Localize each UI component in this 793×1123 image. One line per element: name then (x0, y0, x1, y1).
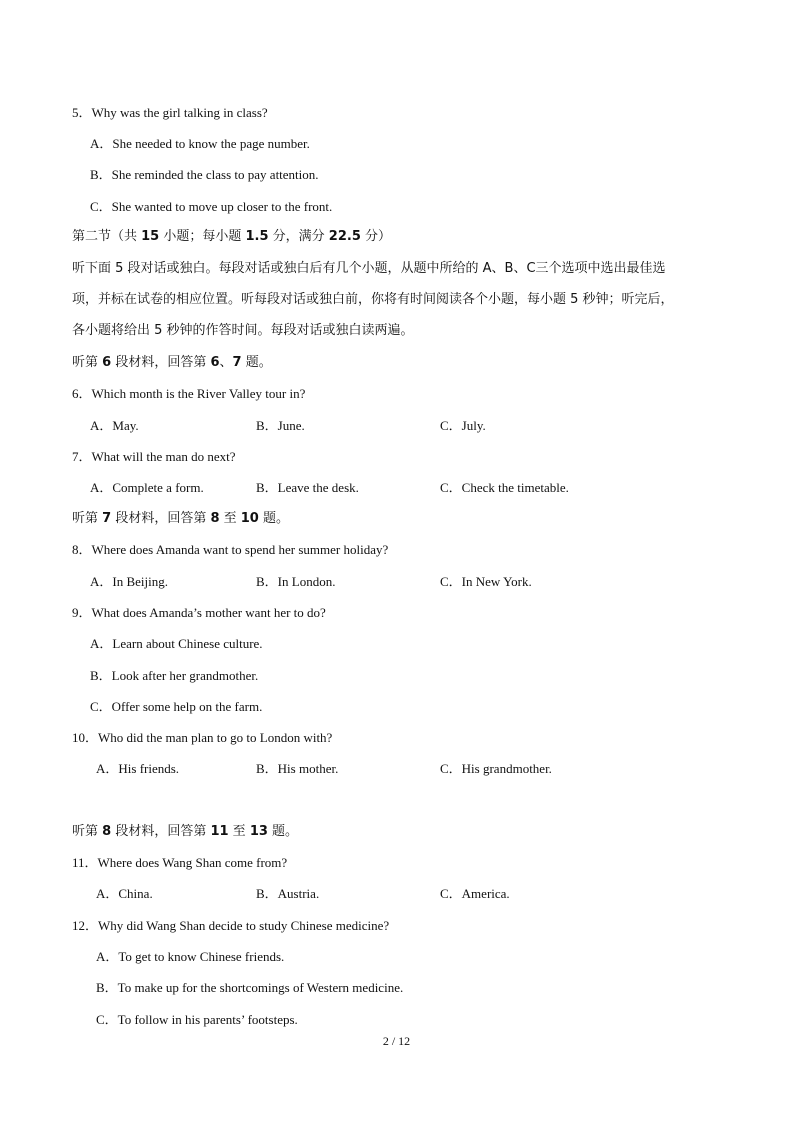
question-12-option-a: A．To get to know Chinese friends. (96, 949, 285, 964)
heading-text: 分，满分 (268, 229, 329, 244)
segment-number: 6 (102, 355, 112, 370)
question-6-option-a: A．May. (90, 418, 139, 433)
question-9-option-a: A．Learn about Chinese culture. (90, 636, 263, 651)
question-12-stem: 12．Why did Wang Shan decide to study Chinese medicine? (72, 918, 390, 933)
question-8-stem: 8．Where does Amanda want to spend her summer holiday? (72, 542, 389, 557)
heading-text: 分） (360, 229, 392, 244)
question-8-option-c: C．In New York. (440, 574, 532, 589)
question-9-stem: 9．What does Amanda’s mother want her to do? (72, 605, 326, 620)
segment-text: 听第 (72, 355, 103, 370)
question-5-stem: 5．Why was the girl talking in class? (72, 105, 268, 120)
question-10-option-c: C．His grandmother. (440, 761, 552, 776)
segment-text: 题。 (241, 355, 272, 370)
segment-6-heading (72, 354, 272, 372)
question-6-option-c: C．July. (440, 418, 486, 433)
segment-text: 段材料，回答第 (111, 355, 211, 370)
heading-score-each: 1.5 (245, 229, 269, 244)
question-11-stem: 11．Where does Wang Shan come from? (72, 855, 288, 870)
segment-7-heading (72, 510, 289, 528)
question-number: 7 (232, 355, 242, 370)
question-11-option-c: C．America. (440, 886, 510, 901)
question-5-option-b: B．She reminded the class to pay attention. (90, 167, 319, 182)
segment-text: 段材料，回答第 (111, 511, 211, 526)
segment-text: 听第 (72, 511, 103, 526)
segment-text: 题。 (258, 511, 289, 526)
segment-8-heading (72, 823, 298, 841)
segment-text: 、 (219, 355, 233, 370)
question-10-option-a: A．His friends. (96, 761, 180, 776)
question-7-stem: 7．What will the man do next? (72, 449, 236, 464)
heading-count: 15 (141, 229, 160, 244)
heading-score-total: 22.5 (328, 229, 361, 244)
page-number: 2 / 12 (382, 1034, 411, 1048)
section-2-instruction-line-3: 各小题将给出 5 秒钟的作答时间。每段对话或独白读两遍。 (72, 323, 414, 338)
question-5-option-c: C．She wanted to move up closer to the front. (90, 199, 333, 214)
section-2-instruction-line-2: 项，并标在试卷的相应位置。听每段对话或独白前，你将有时间阅读各个小题，每小题 5 秒钟；听完后， (72, 292, 674, 307)
question-9-option-b: B．Look after her grandmother. (90, 668, 259, 683)
section-2-instruction-line-1: 听下面 5 段对话或独白。每段对话或独白后有几个小题，从题中所给的 A、B、C三个选项中选出最佳选 (72, 261, 666, 276)
question-10-stem: 10．Who did the man plan to go to London with? (72, 730, 333, 745)
segment-text: 至 (219, 511, 241, 526)
segment-text: 题。 (267, 824, 299, 839)
question-8-option-a: A．In Beijing. (90, 574, 168, 589)
question-7-option-a: A．Complete a form. (90, 480, 204, 495)
question-12-option-b: B．To make up for the shortcomings of Western medicine. (96, 980, 404, 995)
question-7-option-b: B．Leave the desk. (256, 480, 359, 495)
question-number: 13 (249, 824, 268, 839)
question-11-option-b: B．Austria. (256, 886, 320, 901)
question-number: 6 (210, 355, 220, 370)
question-5-option-a: A．She needed to know the page number. (90, 136, 310, 151)
segment-text: 听第 (72, 824, 103, 839)
question-8-option-b: B．In London. (256, 574, 336, 589)
question-number: 8 (210, 511, 220, 526)
question-number: 11 (210, 824, 229, 839)
question-7-option-c: C．Check the timetable. (440, 480, 569, 495)
question-10-option-b: B．His mother. (256, 761, 339, 776)
question-6-stem: 6．Which month is the River Valley tour in? (72, 386, 306, 401)
question-11-option-a: A．China. (96, 886, 153, 901)
question-6-option-b: B．June. (256, 418, 305, 433)
segment-number: 8 (102, 824, 112, 839)
segment-number: 7 (102, 511, 112, 526)
question-number: 10 (240, 511, 259, 526)
segment-text: 至 (228, 824, 250, 839)
segment-text: 段材料，回答第 (111, 824, 211, 839)
section-2-heading (72, 228, 391, 246)
heading-text: 第二节（共 (72, 229, 142, 244)
question-9-option-c: C．Offer some help on the farm. (90, 699, 263, 714)
heading-text: 小题；每小题 (159, 229, 246, 244)
question-12-option-c: C．To follow in his parents’ footsteps. (96, 1012, 298, 1027)
